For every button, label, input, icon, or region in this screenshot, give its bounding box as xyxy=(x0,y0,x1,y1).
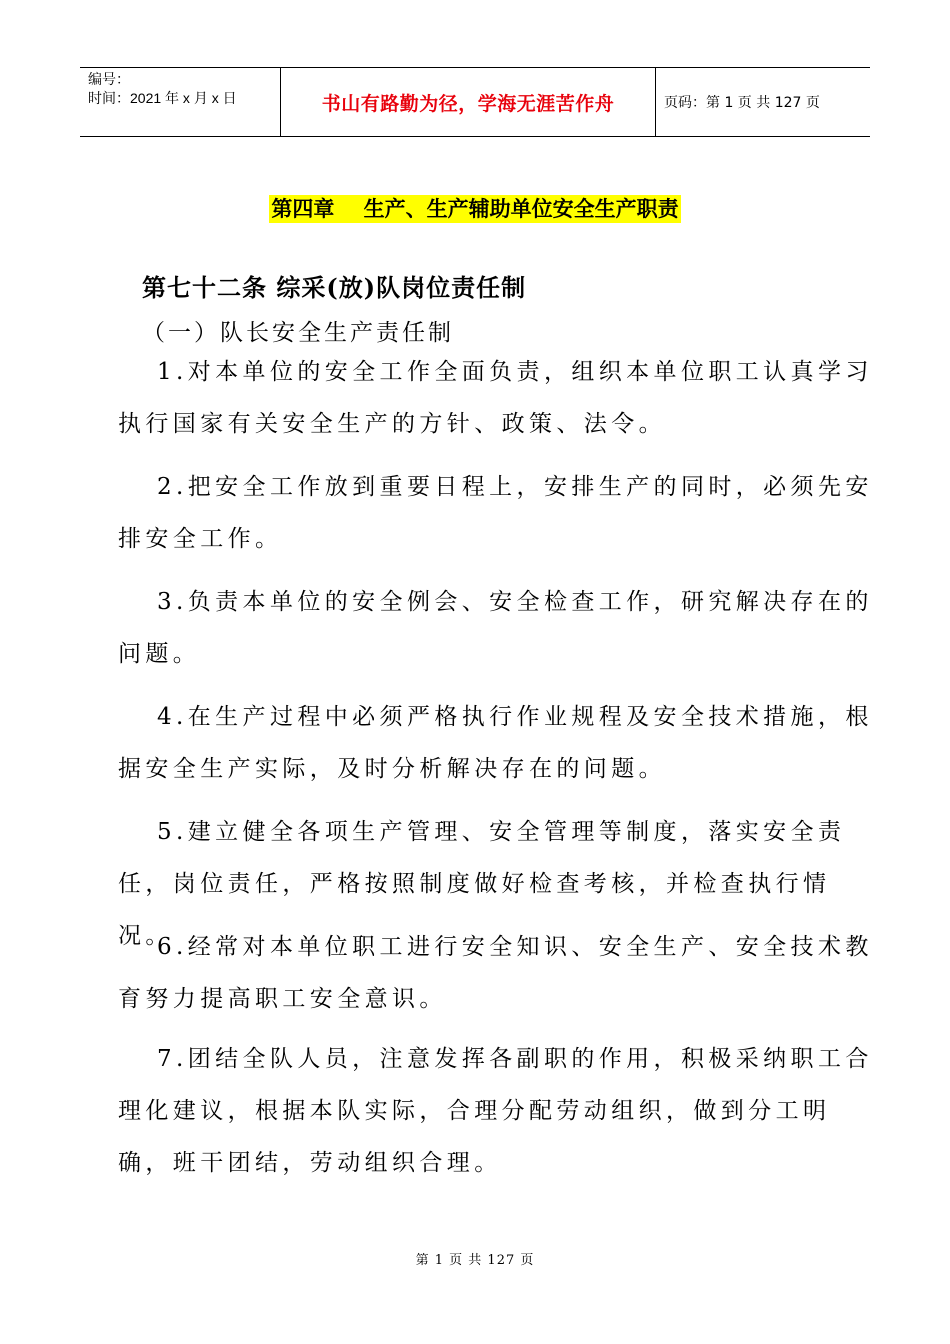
chapter-title xyxy=(0,193,950,223)
paragraph-4: 4.在生产过程中必须严格执行作业规程及安全技术措施，根据安全生产实际，及时分析解决存在的问题。 xyxy=(118,704,873,782)
chapter-title-text: 第四章 生产、生产辅助单位安全生产职责 xyxy=(271,197,679,221)
header-meta xyxy=(80,68,281,136)
section-title: （一）队长安全生产责任制 xyxy=(142,320,454,346)
paragraph-6: 6.经常对本单位职工进行安全知识、安全生产、安全技术教育努力提高职工安全意识。 xyxy=(118,934,873,1012)
time-label: 时间：2021 年 x 月 x 日 xyxy=(88,90,237,106)
document-header xyxy=(80,67,870,137)
paragraph-5: 5.建立健全各项生产管理、安全管理等制度，落实安全责任，岗位责任，严格按照制度做好检查考核，并检查执行情况。 xyxy=(118,819,846,949)
header-page-info: 页码：第 1 页 共 127 页 xyxy=(664,95,820,111)
number-label: 编号： xyxy=(88,71,130,87)
header-motto: 书山有路勤为径，学海无涯苦作舟 xyxy=(281,68,656,136)
paragraph-7: 7.团结全队人员，注意发挥各副职的作用，积极采纳职工合理化建议，根据本队实际，合理分配劳动组织，做到分工明确，班干团结，劳动组织合理。 xyxy=(118,1046,873,1176)
paragraph-2: 2.把安全工作放到重要日程上，安排生产的同时，必须先安排安全工作。 xyxy=(118,474,873,552)
paragraph-3: 3.负责本单位的安全例会、安全检查工作，研究解决存在的问题。 xyxy=(118,589,873,667)
paragraph-1: 1.对本单位的安全工作全面负责，组织本单位职工认真学习执行国家有关安全生产的方针、政策、法令。 xyxy=(118,359,873,437)
page-footer: 第 1 页 共 127 页 xyxy=(415,1253,535,1268)
article-title: 第七十二条 综采(放)队岗位责任制 xyxy=(142,273,527,302)
